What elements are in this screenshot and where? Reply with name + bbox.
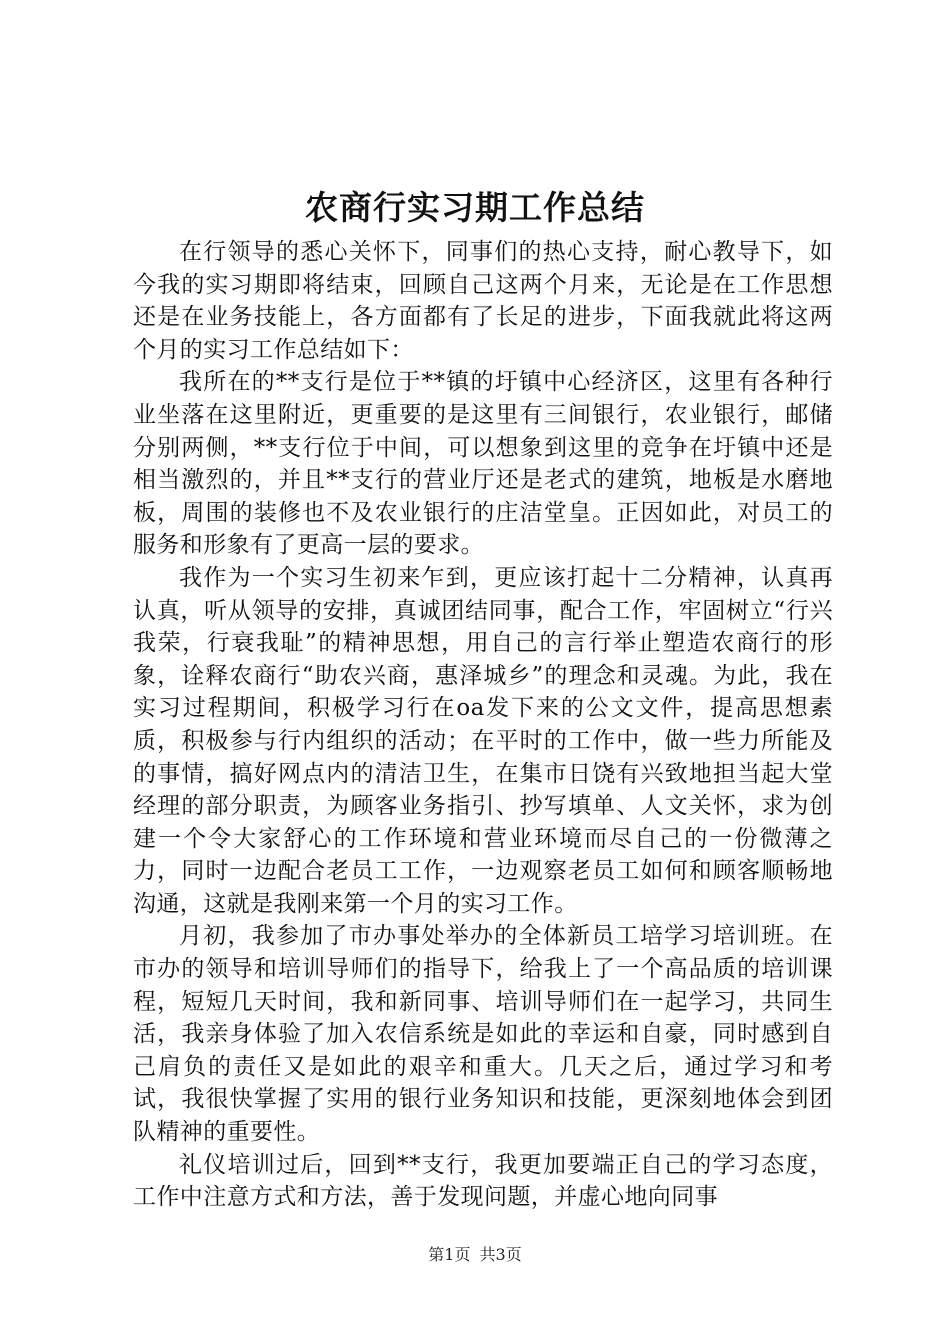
- page-number: 第1页: [428, 1245, 471, 1264]
- page-footer: [0, 1244, 950, 1266]
- document-title: 农商行实习期工作总结: [305, 188, 645, 227]
- paragraph-5: 礼仪培训过后，回到**支行，我更加要端正自己的学习态度，工作中注意方式和方法，善于发现问题，并虚心地向同事: [133, 1151, 833, 1211]
- paragraph-3: 我作为一个实习生初来乍到，更应该打起十二分精神，认真再认真，听从领导的安排，真诚团结同事，配合工作，牢固树立“行兴我荣，行衰我耻”的精神思想，用自己的言行举止塑造农商行的形象，诠释农商行“助农兴商，惠泽城乡”的理念和灵魂。为此，我在实习过程期间，积极学习行在oa发下来的公文文件，提高思想素质，积极参与行内组织的活动；在平时的工作中，做一些力所能及的事情，搞好网点内的清洁卫生，在集市日饶有兴致地担当起大堂经理的部分职责，为顾客业务指引、抄写填单、人文关怀，求为创建一个令大家舒心的工作环境和营业环境而尽自己的一份微薄之力，同时一边配合老员工工作，一边观察老员工如何和顾客顺畅地沟通，这就是我刚来第一个月的实习工作。: [133, 564, 833, 917]
- paragraph-1: 在行领导的悉心关怀下，同事们的热心支持，耐心教导下，如今我的实习期即将结束，回顾自己这两个月来，无论是在工作思想还是在业务技能上，各方面都有了长足的进步，下面我就此将这两个月的实习工作总结如下：: [133, 239, 833, 363]
- document-body: [133, 236, 833, 1214]
- page-total: 共3页: [479, 1245, 522, 1264]
- paragraph-2: 我所在的**支行是位于**镇的圩镇中心经济区，这里有各种行业坐落在这里附近，更重要的是这里有三间银行，农业银行，邮储分别两侧，**支行位于中间，可以想象到这里的竞争在圩镇中还是相当激烈的，并且**支行的营业厅还是老式的建筑，地板是水磨地板，周围的装修也不及农业银行的庄洁堂皇。正因如此，对员工的服务和形象有了更高一层的要求。: [133, 369, 833, 559]
- paragraph-4: 月初，我参加了市办事处举办的全体新员工培学习培训班。在市办的领导和培训导师们的指导下，给我上了一个高品质的培训课程，短短几天时间，我和新同事、培训导师们在一起学习，共同生活，我亲身体验了加入农信系统是如此的幸运和自豪，同时感到自己肩负的责任又是如此的艰辛和重大。几天之后，通过学习和考试，我很快掌握了实用的银行业务知识和技能，更深刻地体会到团队精神的重要性。: [133, 923, 833, 1146]
